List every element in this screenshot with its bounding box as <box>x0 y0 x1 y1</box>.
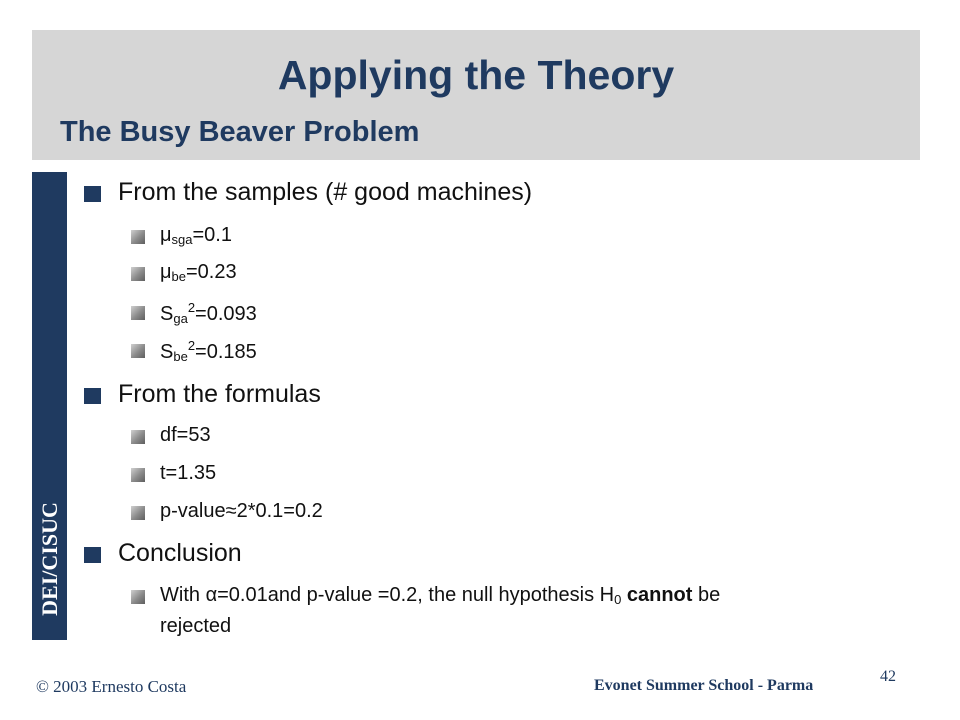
bullet-square-icon <box>84 388 101 404</box>
bullet-square-icon <box>131 590 145 604</box>
bullet-square-icon <box>131 267 145 281</box>
list-item-s-ga: $S_{ga}^2=0.093$ <box>160 300 257 326</box>
section-heading-samples: From the samples (# good machines) <box>118 178 533 206</box>
list-item-p-value: p-value≈2*0.1=0.2 <box>160 500 323 522</box>
conclusion-line-2: rejected <box>160 615 232 637</box>
list-item-mu-be: $\mu_{be}=0.23$ <box>160 261 237 284</box>
list-item-mu-sga: $\mu_{sga}=0.1$ <box>160 224 232 247</box>
bullet-square-icon <box>131 506 145 520</box>
bullet-square-icon <box>131 468 145 482</box>
footer-copyright: © 2003 Ernesto Costa <box>36 677 187 696</box>
side-label: DEI/CISUC <box>36 502 62 616</box>
side-bar <box>32 172 67 640</box>
header-band <box>32 30 920 160</box>
page-number: 42 <box>880 668 896 685</box>
list-item-t: t=1.35 <box>160 462 217 484</box>
slide-subtitle: The Busy Beaver Problem <box>60 116 420 148</box>
bullet-square-icon <box>131 430 145 444</box>
bullet-square-icon <box>131 230 145 244</box>
list-item-df: df=53 <box>160 424 211 446</box>
conclusion-line-1: With α=0.01and p-value =0.2, the null hypothesis $H_0$ cannot be <box>160 584 721 607</box>
list-item-s-be: $S_{be}^2=0.185$ <box>160 338 257 364</box>
section-heading-conclusion: Conclusion <box>118 539 242 567</box>
bullet-square-icon <box>131 306 145 320</box>
footer-event: Evonet Summer School - Parma <box>594 677 814 694</box>
bullet-square-icon <box>84 547 101 563</box>
slide-title: Applying the Theory <box>277 52 675 98</box>
section-heading-formulas: From the formulas <box>118 380 321 408</box>
bullet-square-icon <box>84 186 101 202</box>
bullet-square-icon <box>131 344 145 358</box>
